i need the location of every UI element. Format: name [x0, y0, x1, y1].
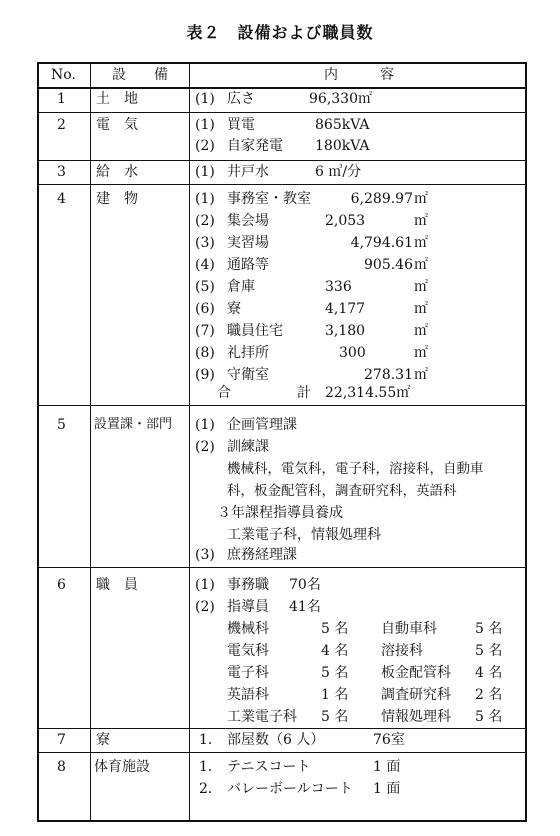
item-number: (3) [195, 547, 215, 563]
row-divider [39, 752, 525, 753]
row-item: 建 物 [96, 191, 138, 207]
dept-count: 5 名 [475, 643, 503, 659]
row-divider [39, 405, 525, 406]
column-divider [90, 64, 91, 820]
column-divider [189, 64, 190, 820]
item-label: バレーボールコート [227, 781, 353, 797]
dept-count: 5 名 [475, 709, 503, 725]
item-number: (1) [195, 164, 215, 180]
row-item: 寮 [96, 732, 110, 748]
item-value: 3,180 [325, 323, 366, 339]
total-label: 合 [217, 385, 231, 401]
row-no: 8 [57, 759, 66, 775]
unit-label: ㎡ [414, 257, 428, 273]
item-label: 自家発電 [227, 138, 283, 154]
item-value: 1 面 [373, 759, 401, 775]
row-item: 土 地 [96, 91, 138, 107]
item-value: 96,330㎡ [309, 91, 372, 107]
detail-text: 科，板金配管科，調査研究科，英語科 [227, 483, 457, 499]
item-value: 41名 [289, 599, 321, 615]
item-label: 礼拝所 [227, 345, 269, 361]
item-value: 1 面 [373, 781, 401, 797]
item-number: (8) [195, 345, 215, 361]
item-value: 6 ㎥/分 [315, 164, 362, 180]
item-value: 300 [339, 345, 366, 361]
item-number: (7) [195, 323, 215, 339]
unit-label: ㎡ [414, 191, 428, 207]
item-number: (2) [195, 599, 215, 615]
item-number: 1． [199, 759, 222, 775]
dept-name: 溶接科 [381, 643, 423, 659]
row-item: 設置課・部門 [94, 417, 173, 432]
dept-count: 2 名 [475, 687, 503, 703]
item-label: 庶務経理課 [227, 547, 297, 563]
item-value: 905.46 [364, 257, 413, 273]
item-value: 4,794.61 [350, 235, 413, 251]
row-divider [39, 728, 525, 729]
item-label: 買電 [227, 117, 255, 133]
item-value: 70名 [289, 577, 321, 593]
item-value: 2,053 [325, 213, 366, 229]
header-divider [39, 87, 525, 89]
dept-count: 5 名 [321, 709, 349, 725]
unit-label: ㎡ [414, 345, 428, 361]
item-label: 事務室・教室 [227, 191, 311, 207]
item-label: 寮 [227, 301, 241, 317]
item-number: (5) [195, 279, 215, 295]
total-label: 計 [297, 385, 311, 401]
dept-count: 4 名 [475, 665, 503, 681]
row-divider [39, 160, 525, 161]
unit-label: ㎡ [414, 367, 428, 383]
item-label: 指導員 [227, 599, 269, 615]
item-number: (1) [195, 91, 215, 107]
unit-label: ㎡ [414, 279, 428, 295]
item-label: 訓練課 [227, 439, 269, 455]
item-label: 企画管理課 [227, 417, 297, 433]
item-number: (2) [195, 138, 215, 154]
detail-text: 工業電子科，情報処理科 [227, 527, 381, 543]
item-number: (1) [195, 417, 215, 433]
row-no: 4 [57, 191, 66, 207]
facilities-table [37, 62, 527, 822]
unit-label: ㎡ [414, 323, 428, 339]
dept-name: 電気科 [227, 643, 269, 659]
row-divider [39, 184, 525, 185]
dept-name: 英語科 [227, 687, 269, 703]
item-label: 事務職 [227, 577, 269, 593]
dept-count: 5 名 [321, 621, 349, 637]
row-divider [39, 112, 525, 113]
item-value: 180kVA [315, 138, 370, 154]
total-value: 22,314.55㎡ [325, 385, 411, 401]
header-no: No. [51, 67, 76, 83]
item-value: 336 [325, 279, 352, 295]
row-divider [39, 567, 525, 568]
item-value: 76室 [373, 732, 405, 748]
item-number: (2) [195, 439, 215, 455]
item-label: 通路等 [227, 257, 269, 273]
item-label: 広さ [227, 91, 255, 107]
row-no: 2 [57, 117, 66, 133]
header-item: 設 備 [112, 67, 168, 83]
row-item: 給 水 [96, 164, 138, 180]
item-number: (1) [195, 577, 215, 593]
dept-count: 4 名 [321, 643, 349, 659]
dept-count: 1 名 [321, 687, 349, 703]
item-label: 倉庫 [227, 279, 255, 295]
dept-name: 工業電子科 [227, 709, 297, 725]
dept-name: 電子科 [227, 665, 269, 681]
item-number: 2． [199, 781, 222, 797]
dept-name: 調査研究科 [381, 687, 451, 703]
table-title: 表２ 設備および職員数 [186, 23, 374, 42]
item-label: 井戸水 [227, 164, 269, 180]
item-number: (9) [195, 367, 215, 383]
dept-count: 5 名 [475, 621, 503, 637]
row-item: 体育施設 [94, 759, 150, 775]
item-label: 守衛室 [227, 367, 269, 383]
item-number: (1) [195, 191, 215, 207]
row-no: 6 [57, 577, 66, 593]
item-label: 実習場 [227, 235, 269, 251]
item-label: 部屋数（6 人） [227, 732, 325, 748]
item-number: (6) [195, 301, 215, 317]
item-number: (2) [195, 213, 215, 229]
item-label: 職員住宅 [227, 323, 283, 339]
dept-name: 情報処理科 [381, 709, 451, 725]
row-no: 1 [57, 91, 66, 107]
row-item: 職 員 [96, 577, 138, 593]
item-number: (4) [195, 257, 215, 273]
unit-label: ㎡ [414, 213, 428, 229]
item-value: 6,289.97 [350, 191, 413, 207]
dept-count: 5 名 [321, 665, 349, 681]
item-value: 278.31 [364, 367, 413, 383]
dept-name: 自動車科 [381, 621, 437, 637]
row-item: 電 気 [96, 117, 138, 133]
item-label: テニスコート [227, 759, 311, 775]
item-number: (1) [195, 117, 215, 133]
row-no: 7 [57, 732, 66, 748]
header-content: 内 容 [324, 67, 394, 83]
row-no: 5 [57, 417, 66, 433]
detail-text: 機械科，電気科，電子科，溶接科，自動車 [227, 461, 484, 477]
dept-name: 機械科 [227, 621, 269, 637]
dept-name: 板金配管科 [381, 665, 451, 681]
unit-label: ㎡ [414, 301, 428, 317]
detail-text: ３年課程指導員養成 [217, 505, 343, 521]
item-number: 1． [199, 732, 222, 748]
row-no: 3 [57, 164, 66, 180]
item-number: (3) [195, 235, 215, 251]
item-label: 集会場 [227, 213, 269, 229]
item-value: 865kVA [315, 117, 370, 133]
item-value: 4,177 [325, 301, 366, 317]
unit-label: ㎡ [414, 235, 428, 251]
